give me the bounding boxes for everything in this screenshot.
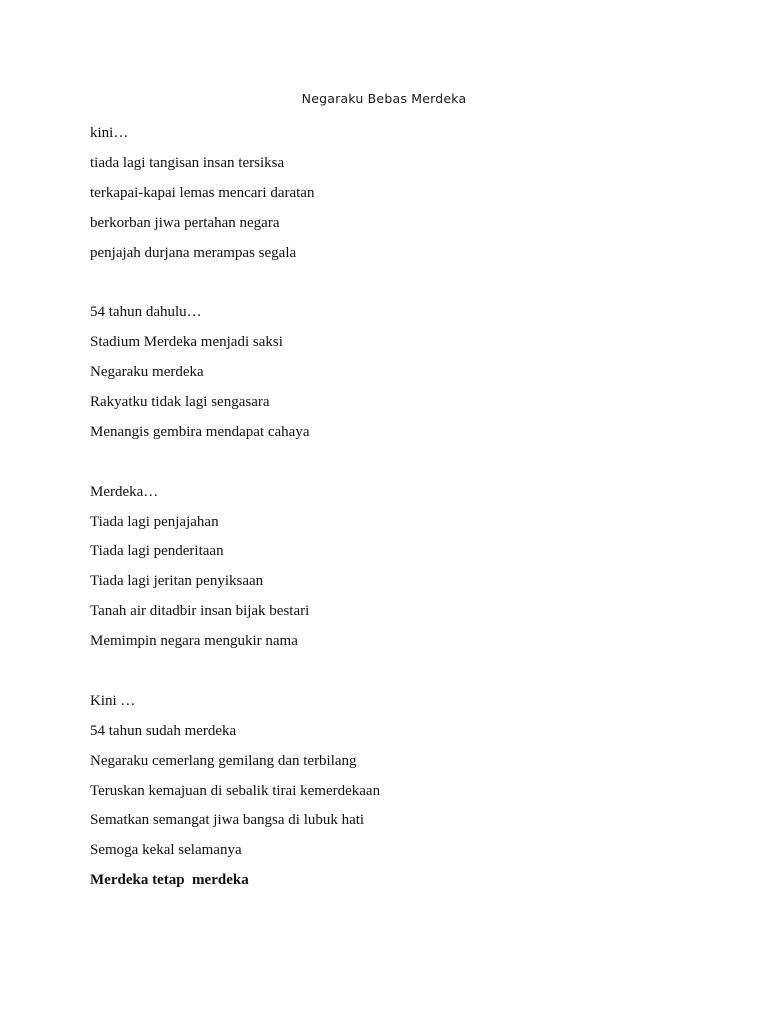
poem-line: Tanah air ditadbir insan bijak bestari	[90, 603, 310, 620]
poem-line: Merdeka…	[90, 483, 159, 500]
poem-line: penjajah durjana merampas segala	[90, 244, 297, 261]
stanza-1	[90, 122, 710, 271]
poem-line: Sematkan semangat jiwa bangsa di lubuk hati	[90, 812, 365, 829]
poem-line: berkorban jiwa pertahan negara	[90, 214, 280, 231]
poem-line: Tiada lagi penderitaan	[90, 543, 224, 560]
poem-line: Negaraku cemerlang gemilang dan terbilang	[90, 752, 357, 769]
poem-line: kini…	[90, 125, 129, 141]
poem-line: Tiada lagi penjajahan	[90, 513, 219, 530]
poem-line: Tiada lagi jeritan penyiksaan	[90, 573, 264, 590]
poem-line: Negaraku merdeka	[90, 364, 204, 381]
closing-line: Merdeka tetap merdeka	[90, 872, 249, 889]
poem-line: Menangis gembira mendapat cahaya	[90, 423, 310, 440]
poem-line: Semoga kekal selamanya	[90, 842, 242, 859]
poem-line: 54 tahun sudah merdeka	[90, 722, 237, 739]
stanza-gap	[90, 271, 710, 301]
poem-line: tiada lagi tangisan insan tersiksa	[90, 154, 285, 171]
stanza-gap	[90, 451, 710, 481]
poem-line: 54 tahun dahulu…	[90, 304, 202, 321]
poem-body	[90, 122, 710, 899]
poem-line: Stadium Merdeka menjadi saksi	[90, 334, 283, 351]
poem-line: terkapai-kapai lemas mencari daratan	[90, 184, 315, 201]
poem-title: Negaraku Bebas Merdeka	[301, 91, 467, 106]
stanza-3	[90, 481, 710, 660]
poem-line: Kini …	[90, 692, 136, 709]
stanza-2	[90, 301, 710, 450]
poem-line: Memimpin negara mengukir nama	[90, 633, 298, 650]
stanza-gap	[90, 660, 710, 690]
poem-line: Rakyatku tidak lagi sengasara	[90, 394, 270, 411]
stanza-4	[90, 690, 710, 899]
poem-line: Teruskan kemajuan di sebalik tirai kemerdekaan	[90, 782, 381, 799]
